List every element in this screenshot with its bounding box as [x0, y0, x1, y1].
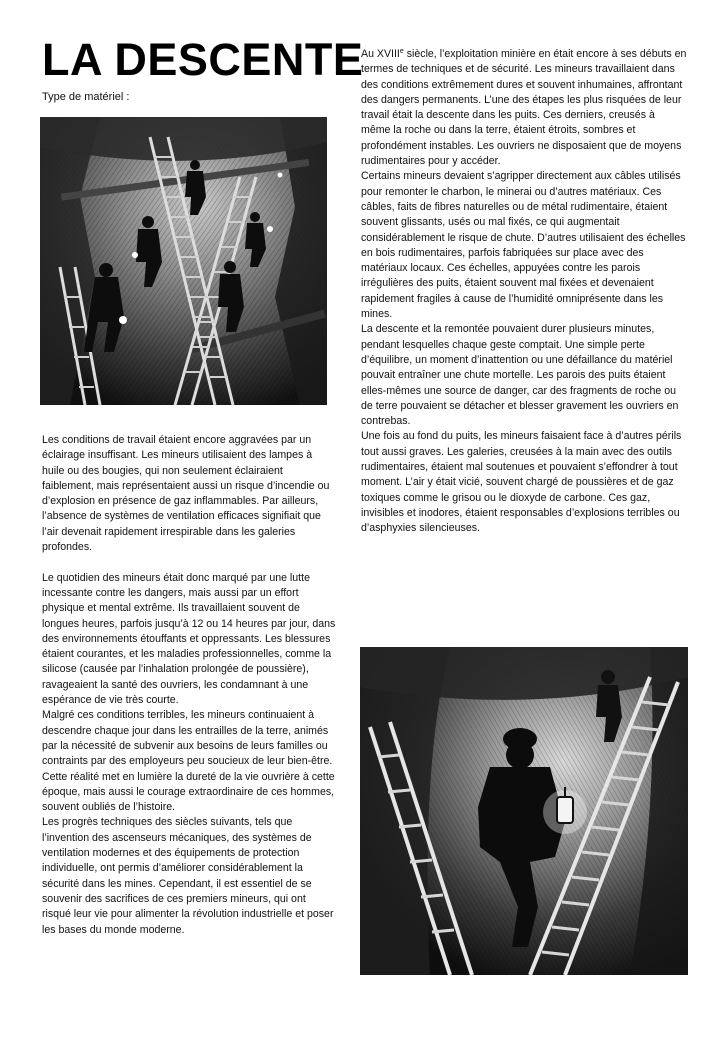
page-title: LA DESCENTE: [42, 34, 364, 85]
paragraph: Le quotidien des mineurs était donc marqué par une lutte incessante contre les dangers, mais aussi par un effort physique et mental extrême. Ils travaillaient souvent de longues heures, parfois jusqu’à 12 ou 14 heures par jour, dans des environnements étouffants et oppressants. Les blessures étaient courantes, et les maladies professionnelles, comme la silicose (causée par l’inhalation prolongée de poussière), ravageaient la santé des ouvriers, les condamnant à une espérance de vie très courte.: [42, 571, 336, 707]
paragraph: Au XVIIIe siècle, l’exploitation minière en était encore à ses débuts en termes de techniques et de sécurité. Les mineurs travaillaient dans des conditions extrêmement dures et souvent inhumaines, affrontant des dangers permanents. L’une des étapes les plus risquées de leur travail était la descente dans les puits. Ces derniers, creusés à même la roche ou dans la terre, étaient étroits, sombres et profondément instables. Les ouvriers ne disposaient que de moyens rudimentaires pour y accéder.: [361, 48, 687, 168]
left-text-column: [42, 433, 336, 938]
illustration-miners-descending-ladders: [40, 117, 327, 405]
paragraph: Les conditions de travail étaient encore aggravées par un éclairage insuffisant. Les mineurs utilisaient des lampes à huile ou des bougies, qui non seulement éclairaient faiblement, mais représentaient aussi un risque d’incendie ou d’explosion en présence de gaz inflammables. Par ailleurs, l’absence de systèmes de ventilation efficaces signifiait que l’air devenait rapidement irrespirable dans les galeries profondes.: [42, 434, 330, 554]
paragraph: La descente et la remontée pouvaient durer plusieurs minutes, pendant lesquelles chaque geste comptait. Une simple perte d’équilibre, un moment d’inattention ou une défaillance du matériel pouvait entraîner une chute mortelle. Les parois des puits étaient elles-mêmes une source de danger, car des fragments de roche ou de terre pouvaient se détacher et blesser gravement les ouvriers en contrebas.: [361, 323, 679, 428]
material-type-label: Type de matériel :: [42, 91, 130, 103]
paragraph: Les progrès techniques des siècles suivants, tels que l’invention des ascenseurs mécaniques, des systèmes de ventilation modernes et des équipements de protection individuelle, ont permis d’améliorer considérablement la sécurité dans les mines. Cependant, il est essentiel de se souvenir des sacrifices de ces premiers mineurs, qui ont risqué leur vie pour alimenter la révolution industrielle et poser les bases du monde moderne.: [42, 816, 334, 936]
paragraph: Une fois au fond du puits, les mineurs faisaient face à d’autres périls tout aussi graves. Les galeries, creusées à la main avec des outils rudimentaires, étaient mal soutenues et pouvaient s’effondrer à tout moment. L’air y était vicié, souvent chargé de poussières et de gaz toxiques comme le grisou ou le dioxyde de carbone. Ces gaz, invisibles et inodores, étaient responsables d’explosions terribles ou d’asphyxies silencieuses.: [361, 430, 682, 535]
illustration-miner-with-lantern: [360, 647, 688, 975]
paragraph: Certains mineurs devaient s’agripper directement aux câbles utilisés pour remonter le charbon, le minerai ou d’autres matériaux. Ces câbles, faits de fibres naturelles ou de métal rudimentaire, étaient souvent glissants, usés ou mal fixés, ce qui augmentait considérablement le risque de chute. D’autres utilisaient des échelles en bois rudimentaires, parfois fabriquées sur place avec des matériaux locaux. Ces échelles, appuyées contre les parois irrégulières des puits, étaient souvent mal fixées et devenaient rapidement fragiles à cause de l’humidité omniprésente dans les mines.: [361, 170, 686, 321]
paragraph: Malgré ces conditions terribles, les mineurs continuaient à descendre chaque jour dans les entrailles de la terre, animés par la nécessité de subvenir aux besoins de leurs familles ou contraints par des employeurs peu soucieux de leur bien-être. Cette réalité met en lumière la dureté de la vie ouvrière à cette époque, mais aussi le courage extraordinaire de ces hommes, souvent oubliés de l’histoire.: [42, 709, 335, 814]
right-text-column: [361, 47, 687, 537]
